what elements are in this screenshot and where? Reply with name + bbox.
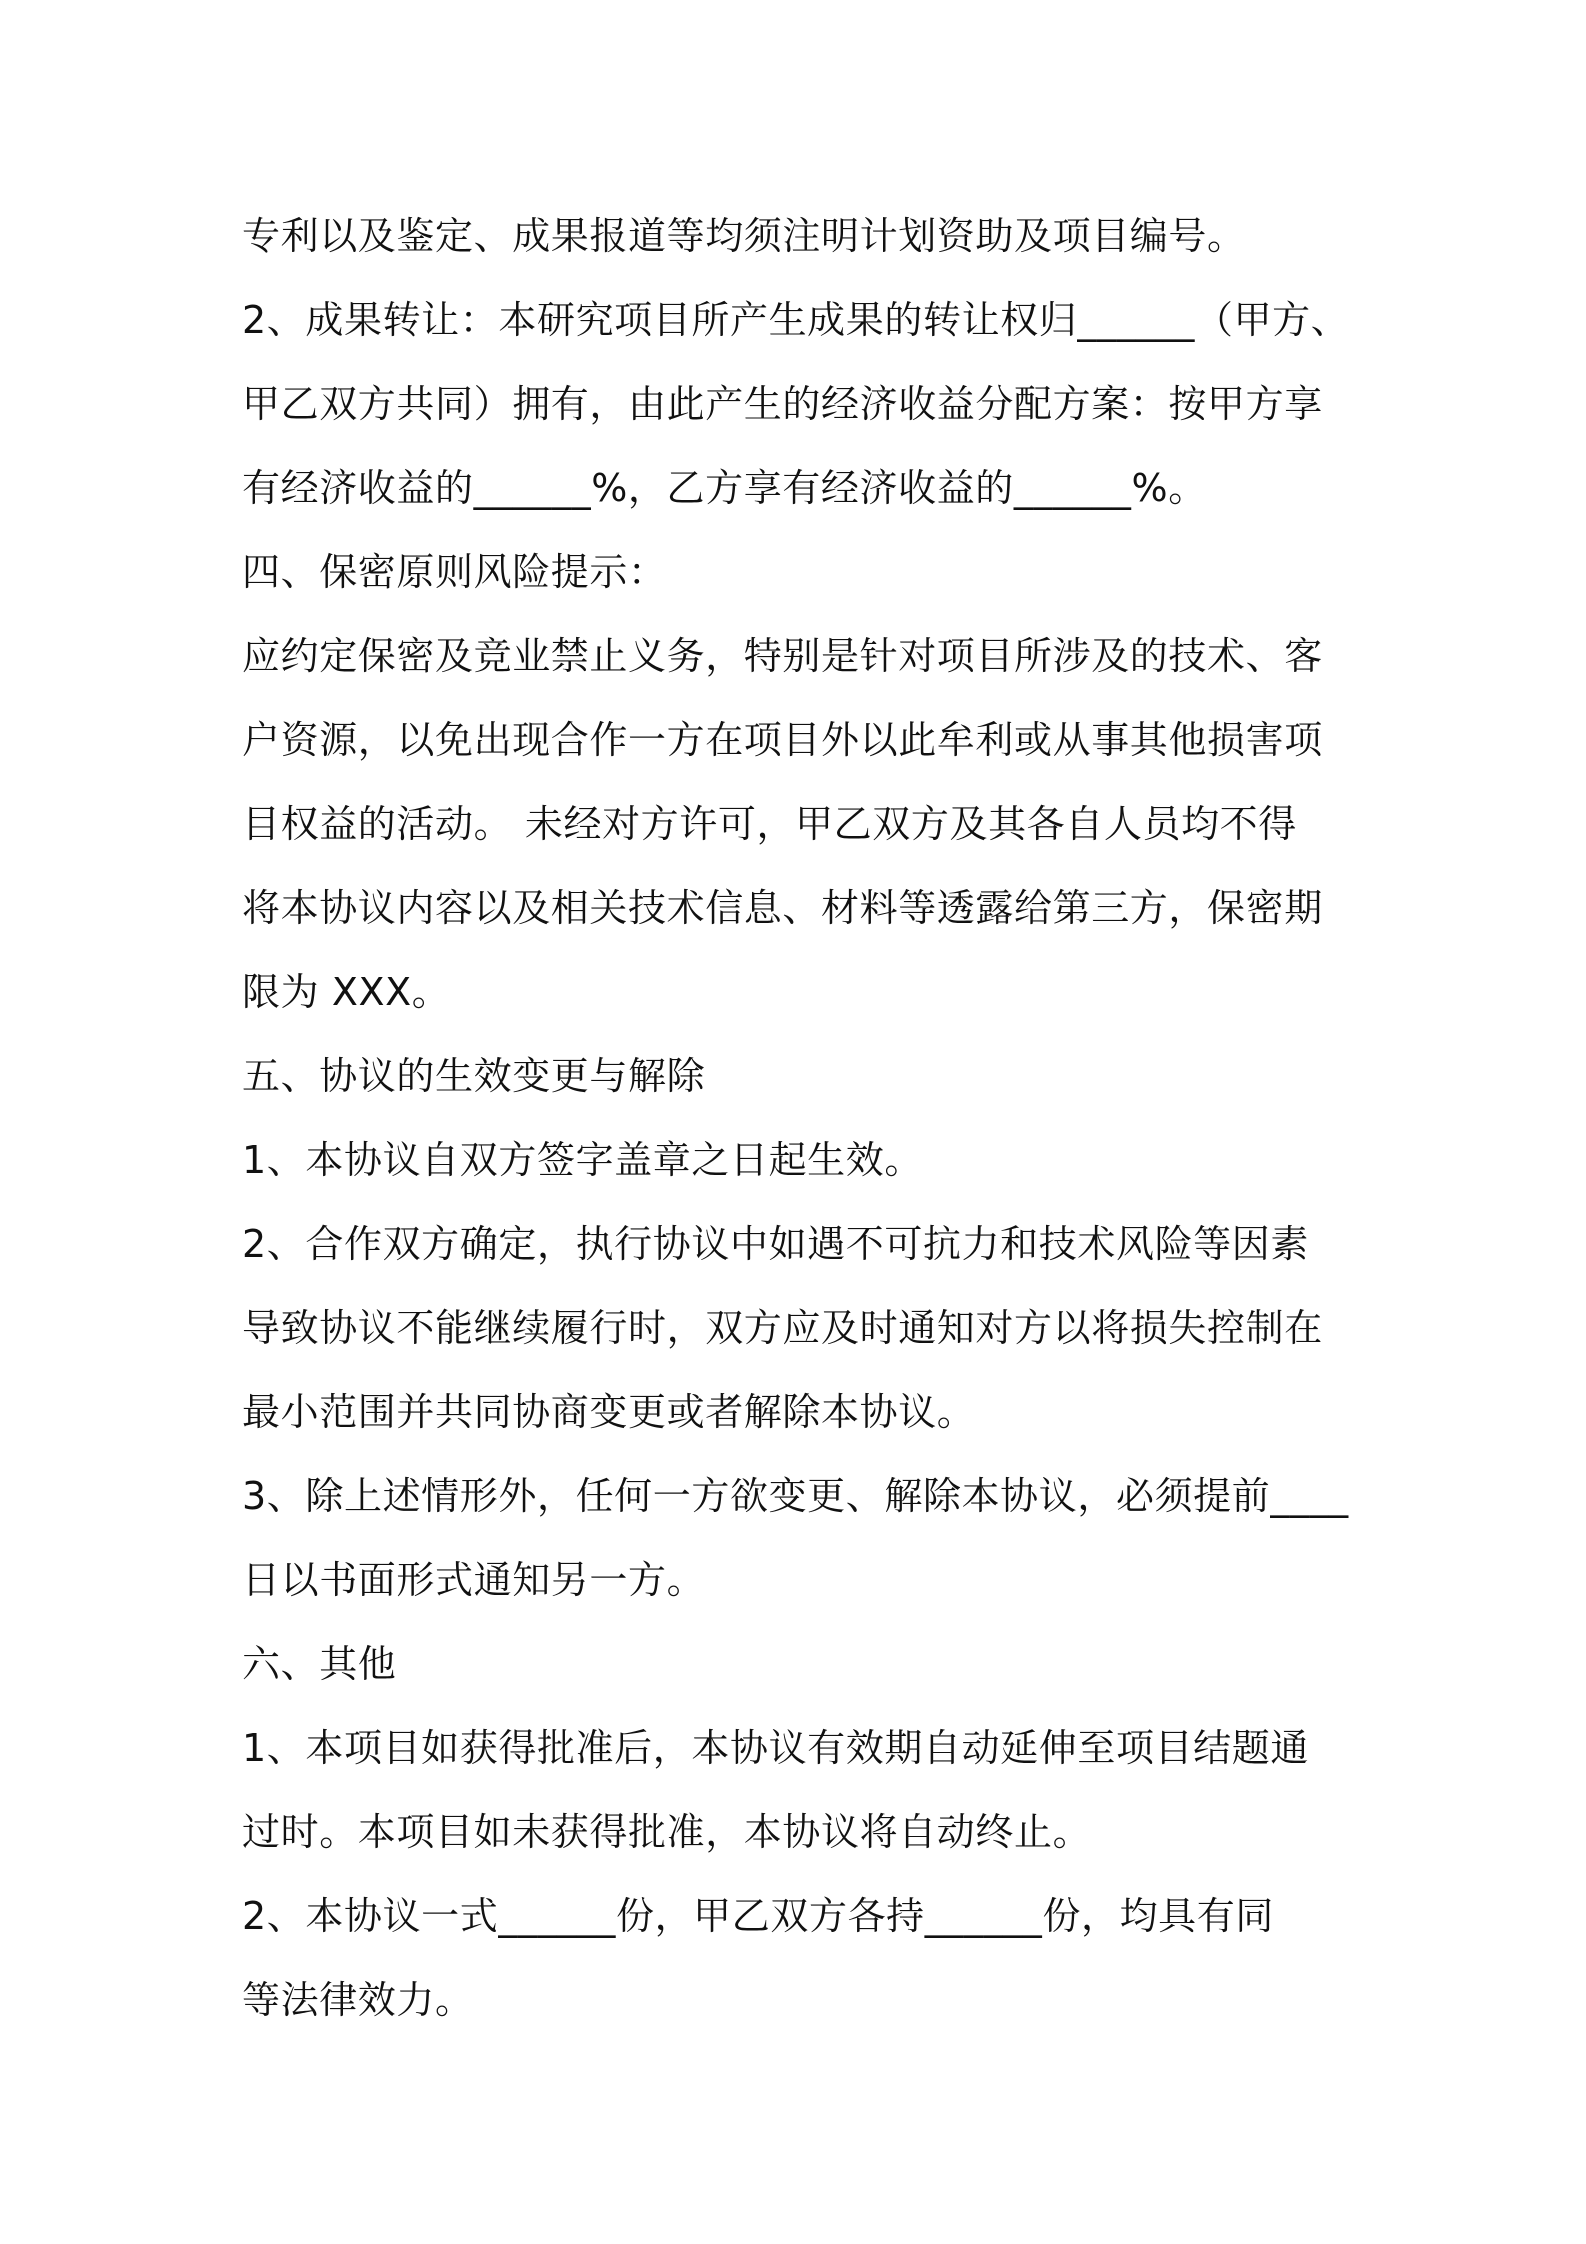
text-line: 2、成果转让：本研究项目所产生成果的转让权归______（甲方、 (242, 298, 1350, 342)
section-heading: 五、协议的生效变更与解除 (242, 1054, 706, 1098)
section-heading: 六、其他 (242, 1642, 397, 1686)
text-line: 1、本协议自双方签字盖章之日起生效。 (242, 1138, 923, 1182)
text-line: 2、本协议一式______份，甲乙双方各持______份，均具有同 (242, 1894, 1274, 1938)
text-line: 过时。本项目如未获得批准，本协议将自动终止。 (242, 1810, 1092, 1854)
text-line: 有经济收益的______%，乙方享有经济收益的______%。 (242, 466, 1207, 510)
text-line: 户资源，以免出现合作一方在项目外以此牟利或从事其他损害项 (242, 718, 1323, 762)
text-line: 应约定保密及竞业禁止义务，特别是针对项目所涉及的技术、客 (242, 634, 1323, 678)
text-line: 日以书面形式通知另一方。 (242, 1558, 706, 1602)
text-line: 等法律效力。 (242, 1978, 474, 2022)
agreement-text (242, 194, 1372, 2042)
text-line: 2、合作双方确定，执行协议中如遇不可抗力和技术风险等因素 (242, 1222, 1309, 1266)
text-line: 目权益的活动。 未经对方许可，甲乙双方及其各自人员均不得 (242, 802, 1297, 846)
text-line: 专利以及鉴定、成果报道等均须注明计划资助及项目编号。 (242, 214, 1246, 258)
text-line: 导致协议不能继续履行时，双方应及时通知对方以将损失控制在 (242, 1306, 1323, 1350)
text-line: 限为 XXX。 (242, 970, 451, 1014)
text-line: 甲乙双方共同）拥有，由此产生的经济收益分配方案：按甲方享 (242, 382, 1323, 426)
text-line: 1、本项目如获得批准后，本协议有效期自动延伸至项目结题通 (242, 1726, 1309, 1770)
section-heading: 四、保密原则风险提示： (242, 550, 667, 594)
text-line: 最小范围并共同协商变更或者解除本协议。 (242, 1390, 976, 1434)
text-line: 3、除上述情形外，任何一方欲变更、解除本协议，必须提前____ (242, 1474, 1349, 1518)
text-line: 将本协议内容以及相关技术信息、材料等透露给第三方，保密期 (242, 886, 1323, 930)
